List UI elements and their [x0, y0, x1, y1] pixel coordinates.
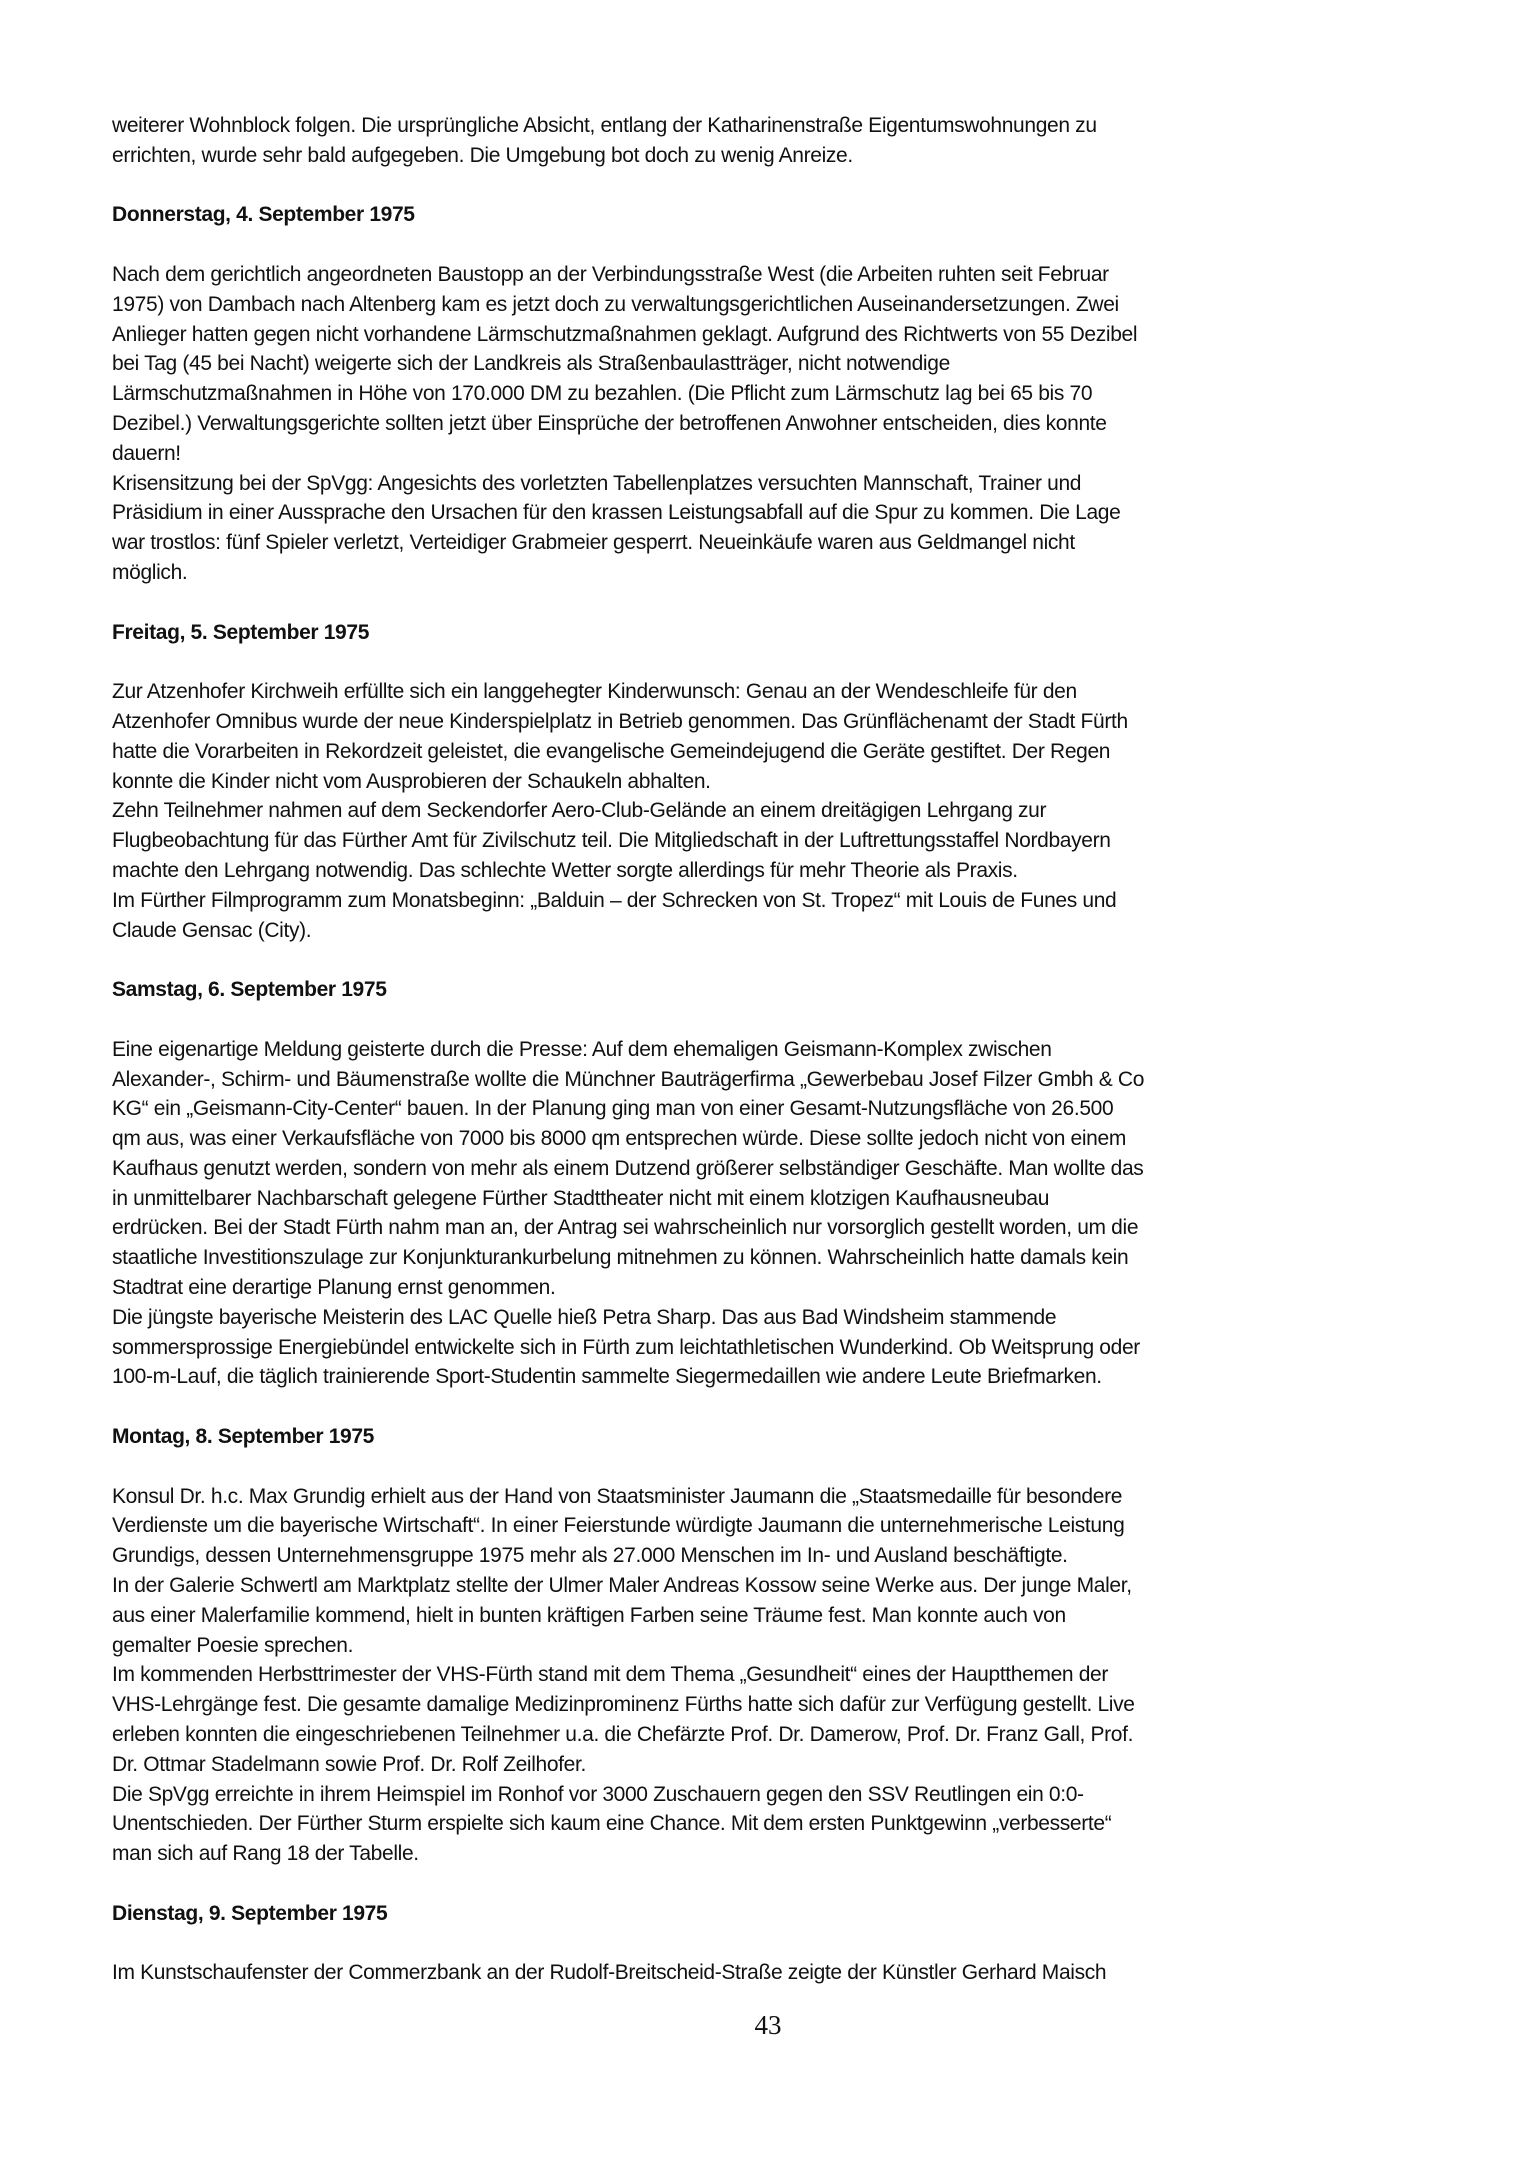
- text-line: erdrücken. Bei der Stadt Fürth nahm man an, der Antrag sei wahrscheinlich nur vorsorglich gestellt worden, um die: [112, 1216, 1139, 1240]
- text-line: errichten, wurde sehr bald aufgegeben. Die Umgebung bot doch zu wenig Anreize.: [112, 143, 853, 167]
- section-donnerstag-4-september: [112, 200, 1412, 587]
- text-line: Alexander-, Schirm- und Bäumenstraße wollte die Münchner Bauträgerfirma „Gewerbebau Josef Filzer Gmbh & Co: [112, 1067, 1145, 1091]
- section-freitag-5-september: [112, 618, 1412, 946]
- text-line: Im kommenden Herbsttrimester der VHS-Fürth stand mit dem Thema „Gesundheit“ eines der Hauptthemen der: [112, 1663, 1109, 1687]
- text-line: war trostlos: fünf Spieler verletzt, Verteidiger Grabmeier gesperrt. Neueinkäufe waren aus Geldmangel nicht: [112, 531, 1075, 555]
- text-line: weiterer Wohnblock folgen. Die ursprüngliche Absicht, entlang der Katharinenstraße Eigentumswohnungen zu: [112, 114, 1097, 137]
- text-line: sommersprossige Energiebündel entwickelte sich in Fürth zum leichtathletischen Wunderkind. Ob Weitsprung oder: [112, 1335, 1140, 1359]
- text-line: Eine eigenartige Meldung geisterte durch die Presse: Auf dem ehemaligen Geismann-Komplex zwischen: [112, 1037, 1052, 1061]
- spacer: [112, 1452, 1412, 1482]
- text-line: erleben konnten die eingeschriebenen Teilnehmer u.a. die Chefärzte Prof. Dr. Damerow, Prof. Dr. Franz Gall, Prof.: [112, 1723, 1134, 1747]
- text-line: Die jüngste bayerische Meisterin des LAC Quelle hieß Petra Sharp. Das aus Bad Windsheim stammende: [112, 1305, 1057, 1329]
- spacer: [112, 230, 1412, 260]
- section-samstag-6-september: [112, 975, 1412, 1392]
- text-line: Zur Atzenhofer Kirchweih erfüllte sich ein langgehegter Kinderwunsch: Genau an der Wendeschleife für den: [112, 680, 1077, 704]
- text-line: Dezibel.) Verwaltungsgerichte sollten jetzt über Einsprüche der betroffenen Anwohner entscheiden, dies konnte: [112, 411, 1107, 435]
- page-number: 43: [754, 2010, 782, 2040]
- text-line: Flugbeobachtung für das Fürther Amt für Zivilschutz teil. Die Mitgliedschaft in der Luftrettungsstaffel Nordbayern: [112, 829, 1111, 853]
- section-montag-8-september: [112, 1422, 1412, 1869]
- text-line: machte den Lehrgang notwendig. Das schlechte Wetter sorgte allerdings für mehr Theorie als Praxis.: [112, 858, 1018, 882]
- text-line: Die SpVgg erreichte in ihrem Heimspiel im Ronhof vor 3000 Zuschauern gegen den SSV Reutlingen ein 0:0-: [112, 1782, 1084, 1806]
- section-heading: Montag, 8. September 1975: [112, 1425, 375, 1449]
- text-line: VHS-Lehrgänge fest. Die gesamte damalige Medizinprominenz Fürths hatte sich dafür zur Verfügung gestellt. Live: [112, 1693, 1135, 1717]
- text-line: Präsidium in einer Aussprache den Ursachen für den krassen Leistungsabfall auf die Spur zu kommen. Die Lage: [112, 501, 1121, 525]
- text-line: Lärmschutzmaßnahmen in Höhe von 170.000 DM zu bezahlen. (Die Pflicht zum Lärmschutz lag bei 65 bis 70: [112, 382, 1093, 406]
- spacer: [112, 588, 1412, 618]
- text-line: bei Tag (45 bei Nacht) weigerte sich der Landkreis als Straßenbaulastträger, nicht notwendige: [112, 352, 950, 376]
- text-line: 1975) von Dambach nach Altenberg kam es jetzt doch zu verwaltungsgerichtlichen Auseinandersetzungen. Zwei: [112, 292, 1119, 316]
- text-line: Im Fürther Filmprogramm zum Monatsbeginn: „Balduin – der Schrecken von St. Tropez“ mit Louis de Funes und: [112, 888, 1117, 912]
- section-heading: Freitag, 5. September 1975: [112, 620, 370, 644]
- text-line: Atzenhofer Omnibus wurde der neue Kinderspielplatz in Betrieb genommen. Das Grünflächenamt der Stadt Fürth: [112, 709, 1128, 733]
- text-line: Stadtrat eine derartige Planung ernst genommen.: [112, 1276, 556, 1300]
- text-line: Krisensitzung bei der SpVgg: Angesichts des vorletzten Tabellenplatzes versuchten Mannschaft, Trainer und: [112, 471, 1082, 495]
- text-line: Im Kunstschaufenster der Commerzbank an der Rudolf-Breitscheid-Straße zeigte der Künstler Gerhard Maisch: [112, 1961, 1107, 1985]
- text-line: Zehn Teilnehmer nahmen auf dem Seckendorfer Aero-Club-Gelände an einem dreitägigen Lehrgang zur: [112, 799, 1047, 823]
- spacer: [112, 171, 1412, 201]
- spacer: [112, 1392, 1412, 1422]
- text-line: konnte die Kinder nicht vom Ausprobieren der Schaukeln abhalten.: [112, 769, 711, 793]
- text-line: in unmittelbarer Nachbarschaft gelegene Fürther Stadttheater nicht mit einem klotzigen Kaufhausneubau: [112, 1186, 1050, 1210]
- opening-paragraph: [112, 111, 1412, 171]
- text-line: In der Galerie Schwertl am Marktplatz stellte der Ulmer Maler Andreas Kossow seine Werke aus. Der junge Maler,: [112, 1574, 1132, 1598]
- text-line: Nach dem gerichtlich angeordneten Baustopp an der Verbindungsstraße West (die Arbeiten ruhten seit Februar: [112, 262, 1109, 286]
- section-heading: Samstag, 6. September 1975: [112, 978, 387, 1002]
- text-line: qm aus, was einer Verkaufsfläche von 7000 bis 8000 qm entsprechen würde. Diese sollte jedoch nicht von einem: [112, 1127, 1126, 1151]
- text-line: dauern!: [112, 441, 181, 465]
- spacer: [112, 945, 1412, 975]
- text-line: 100-m-Lauf, die täglich trainierende Sport-Studentin sammelte Siegermedaillen wie andere Leute Briefmarken.: [112, 1365, 1102, 1389]
- text-line: KG“ ein „Geismann-City-Center“ bauen. In der Planung ging man von einer Gesamt-Nutzungsfläche von 26.500: [112, 1097, 1114, 1121]
- text-line: Dr. Ottmar Stadelmann sowie Prof. Dr. Rolf Zeilhofer.: [112, 1752, 586, 1776]
- text-line: Grundigs, dessen Unternehmensgruppe 1975 mehr als 27.000 Menschen im In- und Ausland beschäftigte.: [112, 1544, 1068, 1568]
- text-line: gemalter Poesie sprechen.: [112, 1633, 354, 1657]
- spacer: [112, 1869, 1412, 1899]
- text-line: Kaufhaus genutzt werden, sondern von mehr als einem Dutzend größerer selbständiger Geschäfte. Man wollte das: [112, 1156, 1144, 1180]
- text-line: Claude Gensac (City).: [112, 918, 312, 942]
- spacer: [112, 647, 1412, 677]
- text-line: Anlieger hatten gegen nicht vorhandene Lärmschutzmaßnahmen geklagt. Aufgrund des Richtwerts von 55 Dezibel: [112, 322, 1138, 346]
- spacer: [112, 1929, 1412, 1959]
- spacer: [112, 1005, 1412, 1035]
- text-line: Unentschieden. Der Fürther Sturm erspielte sich kaum eine Chance. Mit dem ersten Punktgewinn „verbesserte“: [112, 1812, 1112, 1836]
- text-line: möglich.: [112, 560, 188, 584]
- text-line: hatte die Vorarbeiten in Rekordzeit geleistet, die evangelische Gemeindejugend die Geräte gestiftet. Der Regen: [112, 739, 1111, 763]
- section-heading: Donnerstag, 4. September 1975: [112, 203, 415, 227]
- text-line: man sich auf Rang 18 der Tabelle.: [112, 1842, 419, 1866]
- text-line: Konsul Dr. h.c. Max Grundig erhielt aus der Hand von Staatsminister Jaumann die „Staatsmedaille für besondere: [112, 1484, 1123, 1508]
- text-line: Verdienste um die bayerische Wirtschaft“. In einer Feierstunde würdigte Jaumann die unternehmerische Leistung: [112, 1514, 1125, 1538]
- page-body: [112, 111, 1412, 1988]
- text-line: staatliche Investitionszulage zur Konjunkturankurbelung mitnehmen zu können. Wahrscheinlich hatte damals kein: [112, 1246, 1129, 1270]
- text-line: aus einer Malerfamilie kommend, hielt in bunten kräftigen Farben seine Träume fest. Man konnte auch von: [112, 1603, 1066, 1627]
- section-dienstag-9-september: [112, 1899, 1412, 1988]
- section-heading: Dienstag, 9. September 1975: [112, 1901, 388, 1925]
